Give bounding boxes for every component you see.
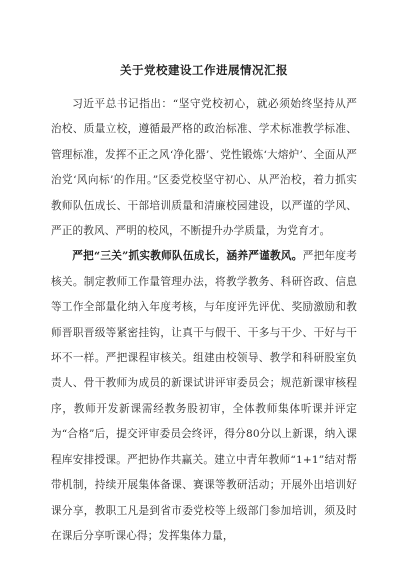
paragraph-text-2: 严把年度考核关。制定教师工作量管理办法，将教学教务、科研咨政、信息等工作全部量化纳入年度考核，与年度评先评优、奖励激励和教师晋职晋级等紧密挂钩，让真干与假干、干多与干少、干好与干坏不一样。严把课程审核关。组建由校领导、教学和科研股室负责人、骨干教师为成员的新课试讲评审委员会；规范新课审核程序，教师开发新课需经教务股初审，全体教师集体听课并评定为“合格”后，提交评审委员会终评，得分80分以上新课，纳入课程库安排授课。严把协作共赢关。建立中青年教师“1+1”结对帮带机制，持续开展集体备课、赛课等教研活动；开展外出培训好课分享，教职工凡是到省市委党校等上级部门参加培训，须及时在课后分享听课心得；发挥集体力量， <box>51 250 357 542</box>
body-paragraph-1 <box>51 92 357 244</box>
paragraph-text-1: 习近平总书记指出：“坚守党校初心，就必须始终坚持从严治校、质量立校，遵循最严格的政治标准、学术标准教学标准、管理标准，发挥不正之风‘净化器’、党性锻炼‘大熔炉’、全面从严治党‘风向标’的作用。”区委党校坚守初心、从严治校，着力抓实教师队伍成长、干部培训质量和清廉校园建设，以严谨的学风、严正的教风、严明的校风，不断提升办学质量，为党育才。 <box>51 98 357 238</box>
body-paragraph-2 <box>51 244 357 549</box>
document-title: 关于党校建设工作进展情况汇报 <box>120 63 288 77</box>
paragraph-lead-2: 严把“三关”抓实教师队伍成长，涵养严谨教风。 <box>72 250 303 263</box>
